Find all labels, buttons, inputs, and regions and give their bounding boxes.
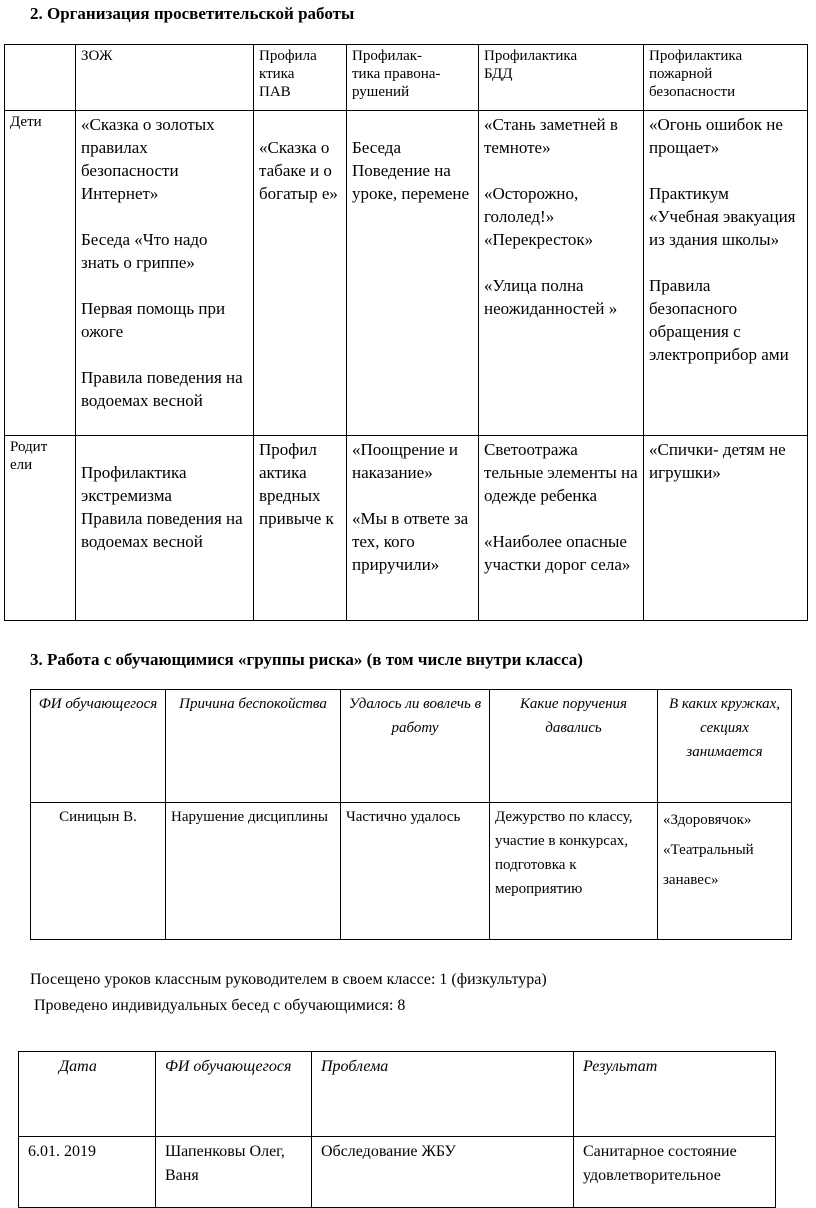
- row-label-children: Дети: [5, 111, 76, 436]
- table-row: [31, 803, 792, 940]
- individual-talks-note: Проведено индивидуальных бесед с обучающимися: 8: [30, 997, 406, 1014]
- table-cell: «Сказка о табаке и о богатыр е»: [254, 111, 347, 436]
- table-header-row: [19, 1052, 776, 1137]
- lessons-visited-note: Посещено уроков классным руководителем в своем классе: 1 (физкультура): [30, 971, 547, 988]
- table-cell: Светоотража тельные элементы на одежде ребенка «Наиболее опасные участки дорог села»: [479, 436, 644, 621]
- table-cell: «Стань заметней в темноте» «Осторожно, гололед!» «Перекресток» «Улица полна неожиданностей »: [479, 111, 644, 436]
- section-3-title: 3. Работа с обучающимися «группы риска» (в том числе внутри класса): [30, 650, 583, 669]
- table-cell: Профилактика экстремизма Правила поведения на водоемах весной: [76, 436, 254, 621]
- row-label-parents: Родит ели: [5, 436, 76, 621]
- table-row: [5, 111, 808, 436]
- header-cell-empty: [5, 45, 76, 111]
- header-cell-offenses: Профилак- тика правона- рушений: [347, 45, 479, 111]
- table-header-row: [31, 690, 792, 803]
- table-cell: Шапенковы Олег, Ваня: [156, 1137, 312, 1208]
- table-row: [19, 1137, 776, 1208]
- table-cell: «Огонь ошибок не прощает» Практикум «Учебная эвакуация из здания школы» Правила безопасного обращения с электроприбор ами: [644, 111, 808, 436]
- header-cell-problem: Проблема: [312, 1052, 574, 1137]
- table-cell: «Сказка о золотых правилах безопасности Интернет» Беседа «Что надо знать о гриппе» Первая помощь при ожоге Правила поведения на водоемах весной: [76, 111, 254, 436]
- table-cell: «Спички- детям не игрушки»: [644, 436, 808, 621]
- header-cell-tasks: Какие поручения давались: [490, 690, 658, 803]
- table-cell: Профил актика вредных привыче к: [254, 436, 347, 621]
- table-row: [5, 436, 808, 621]
- table-cell: «Поощрение и наказание» «Мы в ответе за тех, кого приручили»: [347, 436, 479, 621]
- risk-group-table: [30, 689, 792, 940]
- table-header-row: [5, 45, 808, 111]
- header-cell-student: ФИ обучающегося: [156, 1052, 312, 1137]
- header-cell-pav: Профила ктика ПАВ: [254, 45, 347, 111]
- header-cell-involved: Удалось ли вовлечь в работу: [341, 690, 490, 803]
- table-cell: Частично удалось: [341, 803, 490, 940]
- header-cell-bdd: Профилактика БДД: [479, 45, 644, 111]
- individual-talks-table: [18, 1051, 776, 1208]
- header-cell-zozh: ЗОЖ: [76, 45, 254, 111]
- section-2-title: 2. Организация просветительской работы: [30, 4, 355, 23]
- header-cell-result: Результат: [574, 1052, 776, 1137]
- header-cell-clubs: В каких кружках, секциях занимается: [658, 690, 792, 803]
- table-cell: Беседа Поведение на уроке, перемене: [347, 111, 479, 436]
- table-cell: «Здоровячок» «Театральный занавес»: [658, 803, 792, 940]
- header-cell-student: ФИ обучающегося: [31, 690, 166, 803]
- table-cell: Обследование ЖБУ: [312, 1137, 574, 1208]
- table-cell: Синицын В.: [31, 803, 166, 940]
- header-cell-reason: Причина беспокойства: [166, 690, 341, 803]
- education-work-table: [4, 44, 808, 621]
- table-cell: Нарушение дисциплины: [166, 803, 341, 940]
- table-cell: 6.01. 2019: [19, 1137, 156, 1208]
- header-cell-date: Дата: [19, 1052, 156, 1137]
- header-cell-fire: Профилактика пожарной безопасности: [644, 45, 808, 111]
- table-cell: Санитарное состояние удовлетворительное: [574, 1137, 776, 1208]
- table-cell: Дежурство по классу, участие в конкурсах, подготовка к мероприятию: [490, 803, 658, 940]
